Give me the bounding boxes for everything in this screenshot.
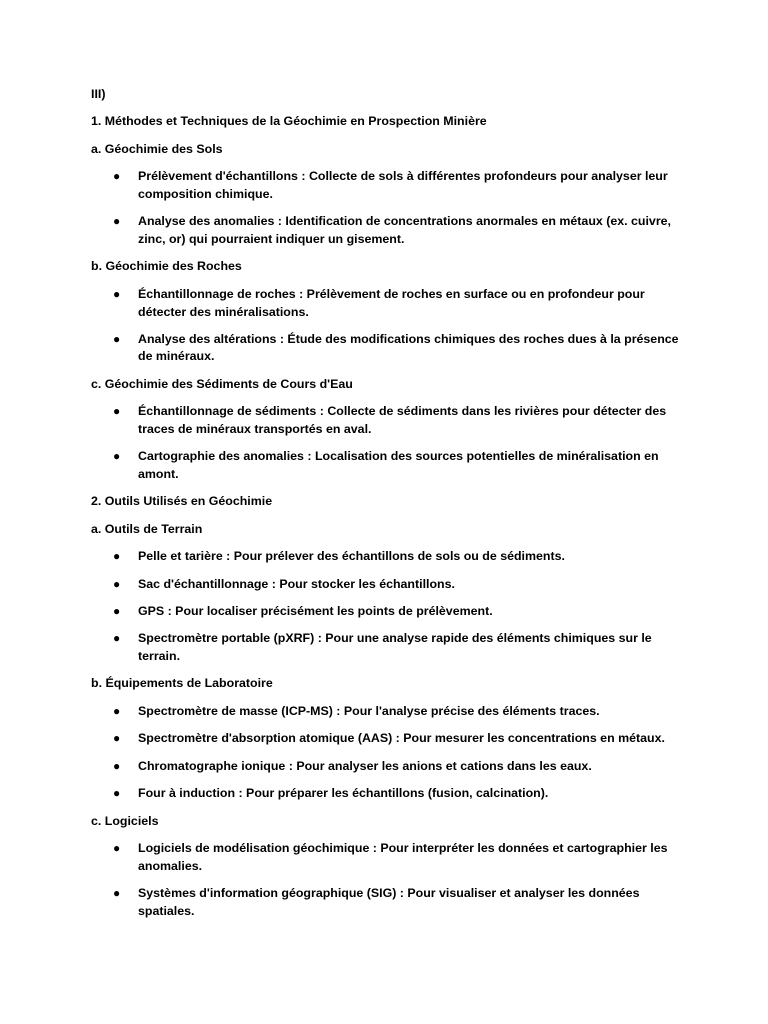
list-item [91, 630, 681, 665]
bullet-list [91, 168, 681, 248]
bullet-icon: ● [113, 758, 121, 773]
list-item-text: Spectromètre d'absorption atomique (AAS) : Pour mesurer les concentrations en métaux. [138, 731, 665, 746]
bullet-list [91, 548, 681, 665]
list-item [91, 840, 681, 875]
bullet-icon: ● [113, 331, 121, 346]
bullet-icon: ● [113, 286, 121, 301]
list-item-text: Chromatographe ionique : Pour analyser les anions et cations dans les eaux. [138, 758, 592, 773]
bullet-icon: ● [113, 703, 121, 718]
list-item [91, 785, 681, 803]
subsection-heading: a. Géochimie des Sols [91, 141, 223, 156]
list-item-text: Pelle et tarière : Pour prélever des échantillons de sols ou de sédiments. [138, 549, 565, 564]
bullet-icon: ● [113, 604, 121, 619]
subsection-heading: c. Logiciels [91, 813, 159, 828]
bullet-icon: ● [113, 576, 121, 591]
bullet-list [91, 840, 681, 920]
bullet-icon: ● [113, 214, 121, 229]
list-item-text: Prélèvement d'échantillons : Collecte de sols à différentes profondeurs pour analyser leur composition chimique. [138, 169, 668, 202]
subsection-heading: a. Outils de Terrain [91, 521, 203, 536]
bullet-icon: ● [113, 631, 121, 646]
subsection-heading: b. Équipements de Laboratoire [91, 676, 273, 691]
list-item-text: Systèmes d'information géographique (SIG) : Pour visualiser et analyser les données spatiales. [138, 885, 640, 918]
document-body [91, 86, 681, 930]
list-item-text: Sac d'échantillonnage : Pour stocker les échantillons. [138, 576, 455, 591]
list-item [91, 548, 681, 566]
section-heading: 2. Outils Utilisés en Géochimie [91, 494, 273, 509]
bullet-icon: ● [113, 169, 121, 184]
list-item [91, 213, 681, 248]
list-item [91, 168, 681, 203]
bullet-icon: ● [113, 885, 121, 900]
subsection-heading: c. Géochimie des Sédiments de Cours d'Eau [91, 376, 353, 391]
bullet-icon: ● [113, 786, 121, 801]
list-item-text: Cartographie des anomalies : Localisation des sources potentielles de minéralisation en amont. [138, 449, 659, 481]
section-label: III) [91, 87, 106, 101]
list-item-text: Analyse des anomalies : Identification de concentrations anormales en métaux (ex. cuivre, zinc, or) qui pourraient indiquer un gisement. [138, 214, 671, 247]
list-item [91, 730, 681, 748]
list-item-text: Spectromètre de masse (ICP-MS) : Pour l'analyse précise des éléments traces. [138, 703, 600, 718]
list-item [91, 703, 681, 721]
list-item-text: Spectromètre portable (pXRF) : Pour une analyse rapide des éléments chimiques sur le terrain. [138, 631, 652, 664]
list-item-text: Échantillonnage de roches : Prélèvement de roches en surface ou en profondeur pour détecter des minéralisations. [138, 286, 645, 319]
list-item [91, 885, 681, 920]
bullet-icon: ● [113, 449, 121, 464]
list-item [91, 576, 681, 594]
bullet-icon: ● [113, 549, 121, 564]
list-item-text: Analyse des altérations : Étude des modifications chimiques des roches dues à la présence de minéraux. [138, 331, 679, 364]
list-item [91, 758, 681, 776]
list-item [91, 286, 681, 321]
bullet-icon: ● [113, 731, 121, 746]
list-item [91, 448, 681, 483]
list-item [91, 603, 681, 621]
list-item [91, 331, 681, 366]
bullet-icon: ● [113, 840, 121, 855]
section-heading: 1. Méthodes et Techniques de la Géochimie en Prospection Minière [91, 114, 487, 129]
bullet-icon: ● [113, 404, 121, 419]
bullet-list [91, 286, 681, 366]
list-item-text: Four à induction : Pour préparer les échantillons (fusion, calcination). [138, 786, 549, 801]
list-item-text: Logiciels de modélisation géochimique : Pour interpréter les données et cartographier les anomalies. [138, 840, 668, 873]
bullet-list [91, 703, 681, 803]
bullet-list [91, 403, 681, 483]
list-item-text: Échantillonnage de sédiments : Collecte de sédiments dans les rivières pour détecter des traces de minéraux transportés en aval. [138, 404, 667, 436]
list-item [91, 403, 681, 438]
list-item-text: GPS : Pour localiser précisément les points de prélèvement. [138, 604, 493, 619]
subsection-heading: b. Géochimie des Roches [91, 259, 242, 274]
